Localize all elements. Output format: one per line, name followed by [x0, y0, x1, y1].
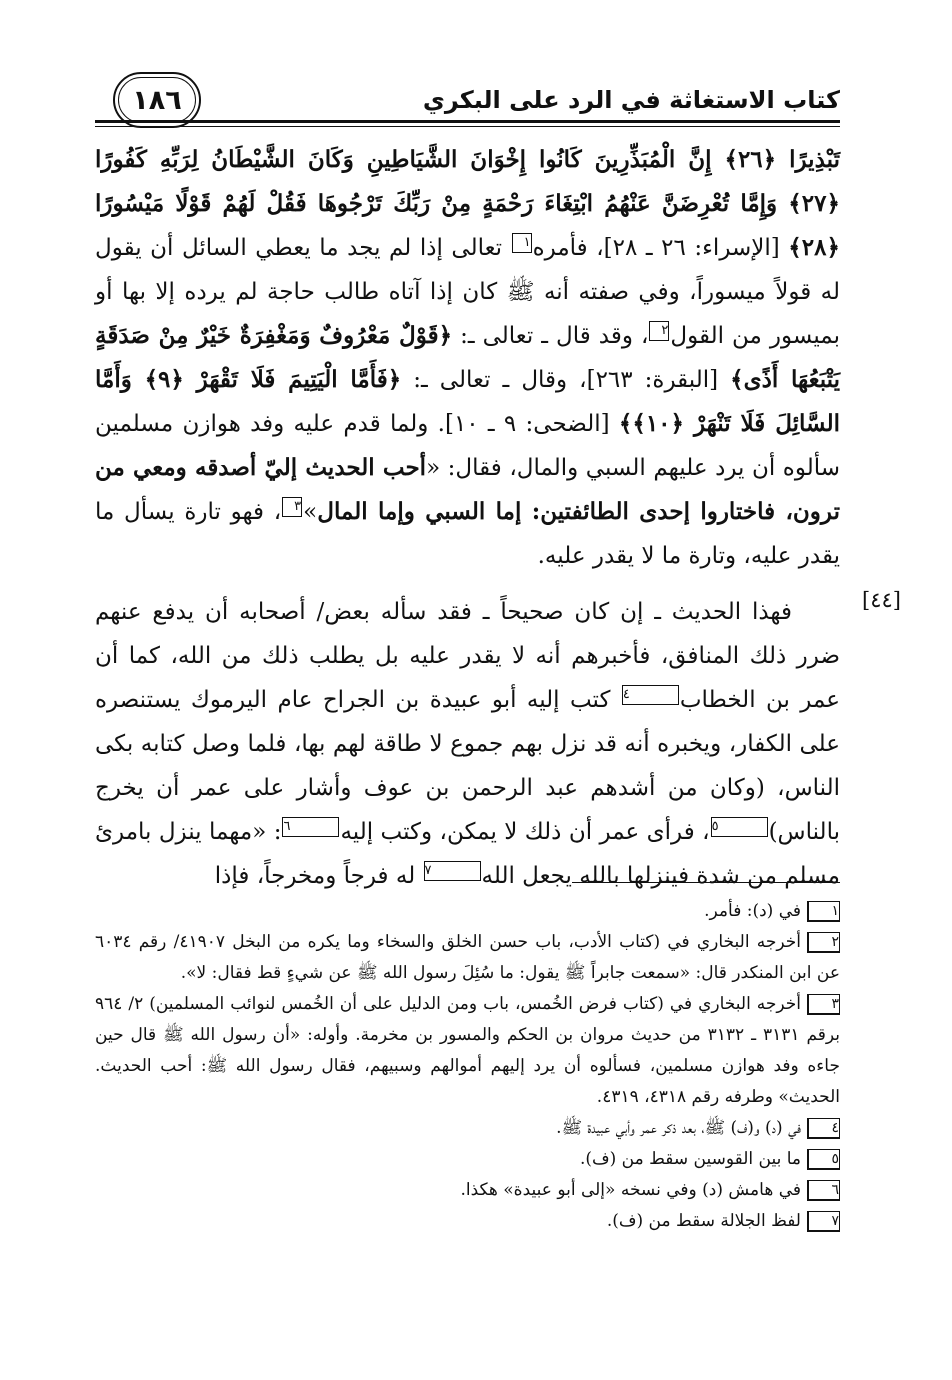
footnote-text: في (د): فأمر.: [704, 901, 801, 921]
footnote-ref-4[interactable]: ٤: [622, 685, 679, 705]
footnote-number: ٢: [807, 932, 840, 953]
footnote: [95, 1144, 840, 1175]
page-number: ١٨٦: [113, 72, 201, 128]
footnote-number: ٣: [807, 994, 840, 1015]
footnote-ref-3[interactable]: ٣: [282, 497, 302, 517]
quran-verse: ﴿قَوْلٌ مَعْرُوفٌ وَمَغْفِرَةٌ خَيْرٌ مِنْ صَدَقَةٍ يَتْبَعُهَا أَذًى﴾: [95, 322, 841, 393]
footnote-text: في هامش (د) وفي نسخه «إلى أبو عبيدة» هكذا.: [460, 1180, 801, 1200]
hadith-quote: أحب الحديث إليّ أصدقه ومعي من ترون، فاختاروا إحدى الطائفتين: إما السبي وإما المال: [95, 454, 840, 525]
footnote: [95, 989, 840, 1113]
footnote-number: ١: [807, 901, 840, 922]
quran-verse: ﴿فَأَمَّا الْيَتِيمَ فَلَا تَقْهَرْ ﴿٩﴾ وَأَمَّا السَّائِلَ فَلَا تَنْهَرْ ﴿١٠﴾﴾: [95, 366, 840, 437]
footnotes: [95, 896, 840, 1237]
footnote: [95, 896, 840, 927]
footnote-text: ما بين القوسين سقط من (ف).: [579, 1149, 801, 1169]
footnote-ref-6[interactable]: ٦: [282, 817, 339, 837]
header-rule-thick: [95, 120, 840, 123]
paragraph-1: [95, 138, 840, 578]
footnote-number: ٦: [807, 1180, 840, 1201]
text-run: ، فرأى عمر أن ذلك لا يمكن، وكتب إليه: [340, 819, 710, 845]
footnote-separator: [572, 882, 840, 883]
footnote-ref-5[interactable]: ٥: [711, 817, 768, 837]
main-text: [95, 138, 840, 898]
text-run: فهذا الحديث ـ إن كان صحيحاً ـ فقد سأله بعض/ أصحابه أن يدفع عنهم ضرر ذلك المنافق، فأخبرهم أنه لا يقدر عليه بل يطلب ذلك من الله، كما أن عمر بن الخطاب: [95, 599, 840, 713]
footnote-text: أخرجه البخاري في (كتاب فرض الخُمس، باب ومن الدليل على أن الخُمس لنوائب المسلمين) ٢/ ٩٦٤ برقم ٣١٣١ ـ ٣١٣٢ من حديث مروان بن الحكم والمسور بن مخرمة. وأوله: «أن رسول الله ﷺ قال حين جاءه وفد هوازن مسلمين، فسألوه أن يرد إليهم أموالهم وسبيهم، فقال رسول الله ﷺ: أحب الحديث. الحديث» وطرفه رقم ٤٣١٨، ٤٣١٩.: [95, 994, 840, 1107]
text-run: تعالى إذا لم يجد ما يعطي السائل أن يقول له قولاً ميسوراً، وفي صفته أنه ﷺ كان إذا آتاه طالب حاجة لم يرده إلا بها أو بميسور من القول: [95, 235, 840, 349]
footnote-ref-7[interactable]: ٧: [424, 861, 481, 881]
page-header: [95, 72, 840, 134]
footnote-text: أخرجه البخاري في (كتاب الأدب، باب حسن الخلق والسخاء وما يكره من البخل ٤١٩٠٧/ رقم ٦٠٣٤ عن ابن المنكدر قال: «سمعت جابراً ﷺ يقول: ما سُئِلَ رسول الله ﷺ عن شيءٍ قط فقال: لا».: [95, 932, 840, 983]
text-run: »: [303, 499, 318, 525]
book-title: كتاب الاستغاثة في الرد على البكري: [422, 86, 840, 114]
footnote-ref-1[interactable]: ١: [512, 233, 532, 253]
text-run: [الإسراء: ٢٦ ـ ٢٨]، فأمره: [532, 235, 789, 261]
footnote-number: ٤: [807, 1118, 840, 1139]
text-run: ، وقد قال ـ تعالى ـ:: [452, 323, 649, 349]
manuscript-folio-ref: [٤٤]: [862, 588, 901, 612]
footnote: [95, 1113, 840, 1144]
text-run: كتب إليه أبو عبيدة بن الجراح عام اليرموك يستنصره على الكفار، ويخبره أنه قد نزل بهم جموع لا طاقة لهم بها، فلما وصل كتابه بكى الناس، (وكان من أشدهم عبد الرحمن بن عوف وأشار على عمر أن يخرج بالناس): [95, 687, 840, 845]
header-rule-thin: [95, 126, 840, 127]
text-run: له فرجاً ومخرجاً، فإذا: [214, 863, 423, 889]
text-run: ، فهو تارة يسأل ما يقدر عليه، وتارة ما لا يقدر عليه.: [95, 499, 840, 569]
quran-verse: تَبْذِيرًا ﴿٢٦﴾ إِنَّ الْمُبَذِّرِينَ كَانُوا إِخْوَانَ الشَّيَاطِينِ وَكَانَ الشَّيْطَانُ لِرَبِّهِ كَفُورًا ﴿٢٧﴾ وَإِمَّا تُعْرِضَنَّ عَنْهُمُ ابْتِغَاءَ رَحْمَةٍ مِنْ رَبِّكَ تَرْجُوهَا فَقُلْ لَهُمْ قَوْلًا مَيْسُورًا ﴿٢٨﴾: [95, 146, 840, 261]
footnote-text: لفظ الجلالة سقط من (ف).: [606, 1211, 801, 1231]
footnote: [95, 927, 840, 989]
footnote-number: ٥: [807, 1149, 840, 1170]
text-run: [الضحى: ٩ ـ ١٠]. ولما قدم عليه وفد هوازن مسلمين سألوه أن يرد عليهم السبي والمال، فقال: «: [95, 411, 840, 481]
text-run: [البقرة: ٢٦٣]، وقال ـ تعالى ـ:: [401, 367, 731, 393]
footnote-text: في (د) و(ف) ﷺ، بعد ذكر عمر وأبي عبيدة ﷺ.: [556, 1118, 801, 1138]
footnote-number: ٧: [807, 1211, 840, 1232]
paragraph-2: [95, 590, 840, 898]
footnote: [95, 1206, 840, 1237]
footnote: [95, 1175, 840, 1206]
footnote-ref-2[interactable]: ٢: [649, 321, 669, 341]
text-run: : «مهما ينزل بامرئ مسلم من شدة فينزلها بالله يجعل الله: [95, 819, 840, 889]
